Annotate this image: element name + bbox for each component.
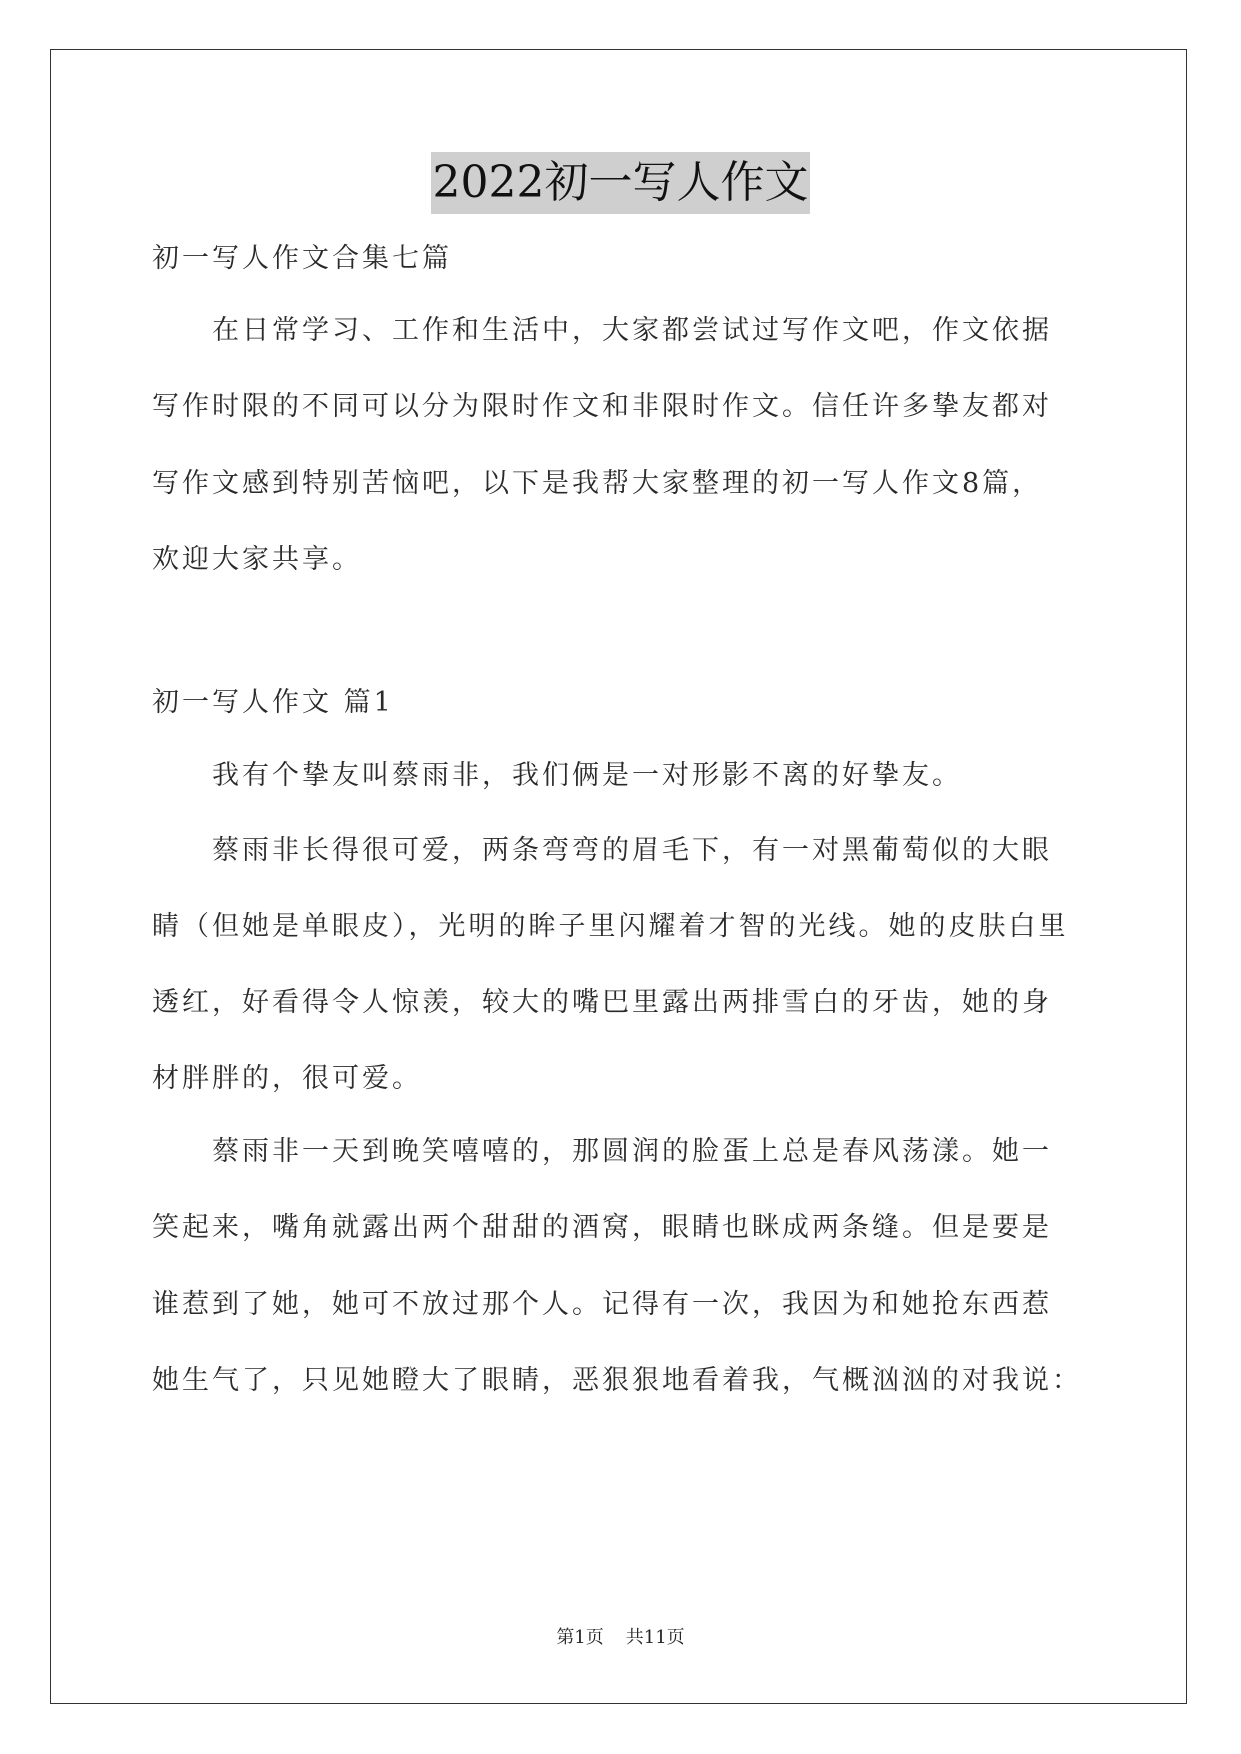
paragraph-line: 睛（但她是单眼皮），光明的眸子里闪耀着才智的光线。她的皮肤白里 bbox=[152, 911, 1069, 942]
intro-line: 在日常学习、工作和生活中，大家都尝试过写作文吧，作文依据 bbox=[212, 315, 1052, 346]
paragraph-line: 透红，好看得令人惊羡，较大的嘴巴里露出两排雪白的牙齿，她的身 bbox=[152, 987, 1052, 1018]
subtitle: 初一写人作文合集七篇 bbox=[152, 243, 452, 274]
title-container bbox=[0, 152, 1241, 214]
intro-line: 写作时限的不同可以分为限时作文和非限时作文。信任许多挚友都对 bbox=[152, 391, 1052, 422]
page-footer bbox=[0, 1626, 1241, 1650]
paragraph-line: 她生气了，只见她瞪大了眼睛，恶狠狠地看着我，气概汹汹的对我说： bbox=[152, 1365, 1082, 1396]
page-number: 第1页 bbox=[556, 1627, 604, 1648]
section-heading: 初一写人作文 篇1 bbox=[152, 687, 394, 718]
paragraph-line: 我有个挚友叫蔡雨非，我们俩是一对形影不离的好挚友。 bbox=[212, 760, 962, 791]
paragraph-line: 材胖胖的，很可爱。 bbox=[152, 1063, 422, 1094]
intro-line: 欢迎大家共享。 bbox=[152, 544, 362, 575]
paragraph-line: 谁惹到了她，她可不放过那个人。记得有一次，我因为和她抢东西惹 bbox=[152, 1289, 1052, 1320]
paragraph-line: 蔡雨非长得很可爱，两条弯弯的眉毛下，有一对黑葡萄似的大眼 bbox=[212, 835, 1052, 866]
paragraph-line: 笑起来，嘴角就露出两个甜甜的酒窝，眼睛也眯成两条缝。但是要是 bbox=[152, 1212, 1052, 1243]
page-border bbox=[50, 49, 1187, 1704]
document-title: 2022初一写人作文 bbox=[431, 152, 811, 214]
page-total: 共11页 bbox=[625, 1627, 685, 1648]
intro-line: 写作文感到特别苦恼吧，以下是我帮大家整理的初一写人作文8篇， bbox=[152, 468, 1043, 499]
paragraph-line: 蔡雨非一天到晚笑嘻嘻的，那圆润的脸蛋上总是春风荡漾。她一 bbox=[212, 1136, 1052, 1167]
